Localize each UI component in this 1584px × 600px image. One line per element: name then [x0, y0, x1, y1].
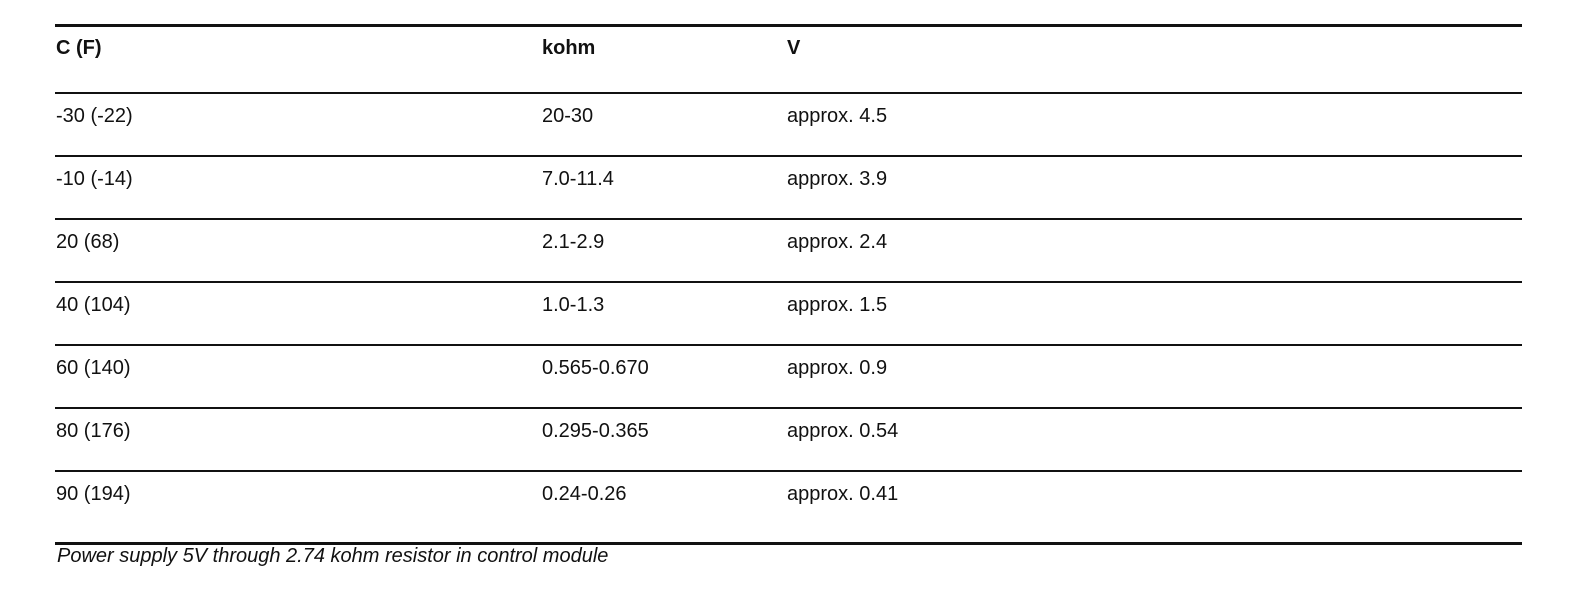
resistance-cell: 1.0-1.3 — [542, 294, 605, 316]
temperature-cell: 40 (104) — [56, 294, 131, 316]
header-voltage: V — [787, 37, 801, 59]
table-row — [55, 346, 1522, 409]
voltage-cell: approx. 1.5 — [787, 294, 888, 316]
resistance-cell: 0.295-0.365 — [542, 420, 649, 442]
voltage-cell: approx. 4.5 — [787, 105, 888, 127]
resistance-table — [55, 24, 1522, 545]
voltage-cell: approx. 0.41 — [787, 483, 899, 505]
table-footnote: Power supply 5V through 2.74 kohm resistor in control module — [57, 545, 609, 567]
table-header-row — [55, 27, 1522, 94]
temperature-cell: 60 (140) — [56, 357, 131, 379]
temperature-cell: -10 (-14) — [56, 168, 133, 190]
temperature-cell: 20 (68) — [56, 231, 120, 253]
table-row — [55, 157, 1522, 220]
voltage-cell: approx. 2.4 — [787, 231, 888, 253]
temperature-cell: -30 (-22) — [56, 105, 133, 127]
table-row — [55, 283, 1522, 346]
voltage-cell: approx. 3.9 — [787, 168, 888, 190]
resistance-cell: 0.24-0.26 — [542, 483, 627, 505]
table-row — [55, 220, 1522, 283]
header-temperature: C (F) — [56, 37, 102, 59]
table-row — [55, 94, 1522, 157]
table-row — [55, 472, 1522, 545]
voltage-cell: approx. 0.9 — [787, 357, 888, 379]
temperature-cell: 90 (194) — [56, 483, 131, 505]
resistance-cell: 20-30 — [542, 105, 594, 127]
resistance-cell: 2.1-2.9 — [542, 231, 605, 253]
resistance-cell: 0.565-0.670 — [542, 357, 649, 379]
header-resistance: kohm — [542, 37, 596, 59]
table-row — [55, 409, 1522, 472]
voltage-cell: approx. 0.54 — [787, 420, 899, 442]
resistance-cell: 7.0-11.4 — [542, 168, 614, 190]
temperature-cell: 80 (176) — [56, 420, 131, 442]
